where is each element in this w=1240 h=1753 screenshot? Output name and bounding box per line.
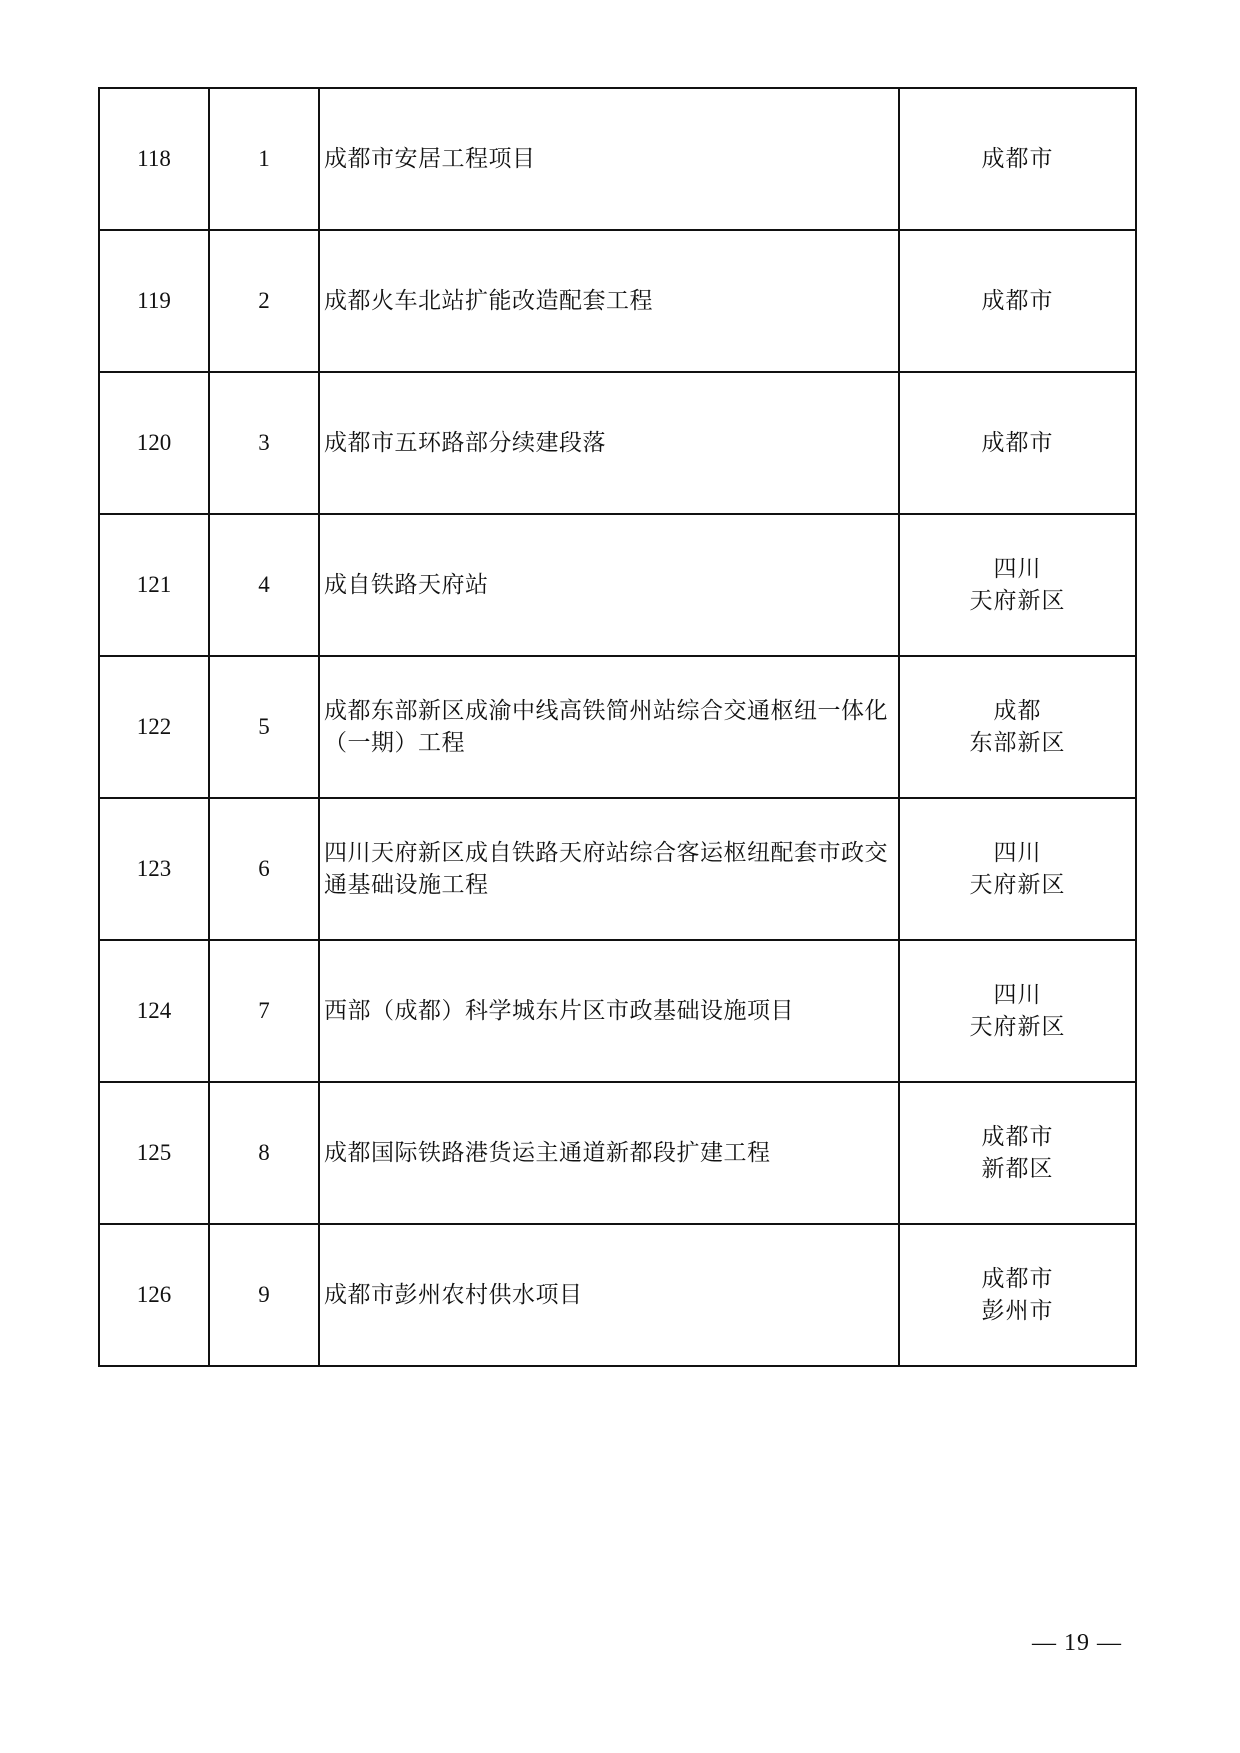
project-area: [899, 372, 1136, 514]
project-area: [899, 1224, 1136, 1366]
project-area: [899, 1082, 1136, 1224]
row-sub-index: 5: [209, 656, 319, 798]
row-index: 122: [99, 656, 209, 798]
row-index: 121: [99, 514, 209, 656]
row-index: 120: [99, 372, 209, 514]
page-number: — 19 —: [1032, 1630, 1122, 1656]
area-line-1: 成都市: [981, 1266, 1054, 1292]
area-line-1: 成都市: [981, 1124, 1054, 1150]
project-area: [899, 88, 1136, 230]
table-row: [99, 940, 1136, 1082]
area-line-1: 成都: [993, 698, 1042, 724]
project-name: 成都国际铁路港货运主通道新都段扩建工程: [319, 1082, 899, 1224]
project-name: 成都市安居工程项目: [319, 88, 899, 230]
row-index: 124: [99, 940, 209, 1082]
project-name: 成都市五环路部分续建段落: [319, 372, 899, 514]
project-area: [899, 798, 1136, 940]
table-row: [99, 1224, 1136, 1366]
project-area: [899, 514, 1136, 656]
area-line-1: 四川: [993, 556, 1042, 582]
row-sub-index: 8: [209, 1082, 319, 1224]
project-area: [899, 230, 1136, 372]
project-name: 成都市彭州农村供水项目: [319, 1224, 899, 1366]
row-sub-index: 2: [209, 230, 319, 372]
area-line-2: 彭州市: [981, 1298, 1054, 1324]
area-line-2: 天府新区: [969, 588, 1066, 614]
row-sub-index: 3: [209, 372, 319, 514]
row-index: 125: [99, 1082, 209, 1224]
project-name: 成自铁路天府站: [319, 514, 899, 656]
project-name: 西部（成都）科学城东片区市政基础设施项目: [319, 940, 899, 1082]
row-sub-index: 6: [209, 798, 319, 940]
project-name: 成都火车北站扩能改造配套工程: [319, 230, 899, 372]
area-line-1: 成都市: [981, 146, 1054, 172]
area-line-1: 成都市: [981, 430, 1054, 456]
area-line-2: 新都区: [981, 1156, 1054, 1182]
table-row: [99, 372, 1136, 514]
row-sub-index: 4: [209, 514, 319, 656]
table-row: [99, 1082, 1136, 1224]
table-row: [99, 230, 1136, 372]
project-area: [899, 940, 1136, 1082]
row-index: 119: [99, 230, 209, 372]
table-row: [99, 798, 1136, 940]
area-line-2: 天府新区: [969, 872, 1066, 898]
table-row: [99, 656, 1136, 798]
row-index: 118: [99, 88, 209, 230]
project-name: 四川天府新区成自铁路天府站综合客运枢纽配套市政交通基础设施工程: [319, 798, 899, 940]
project-table: [98, 87, 1137, 1367]
row-sub-index: 1: [209, 88, 319, 230]
project-name: 成都东部新区成渝中线高铁简州站综合交通枢纽一体化（一期）工程: [319, 656, 899, 798]
project-area: [899, 656, 1136, 798]
row-index: 126: [99, 1224, 209, 1366]
row-index: 123: [99, 798, 209, 940]
area-line-1: 四川: [993, 982, 1042, 1008]
row-sub-index: 7: [209, 940, 319, 1082]
area-line-1: 成都市: [981, 288, 1054, 314]
table-row: [99, 514, 1136, 656]
area-line-2: 天府新区: [969, 1014, 1066, 1040]
area-line-2: 东部新区: [969, 730, 1066, 756]
area-line-1: 四川: [993, 840, 1042, 866]
row-sub-index: 9: [209, 1224, 319, 1366]
table-row: [99, 88, 1136, 230]
